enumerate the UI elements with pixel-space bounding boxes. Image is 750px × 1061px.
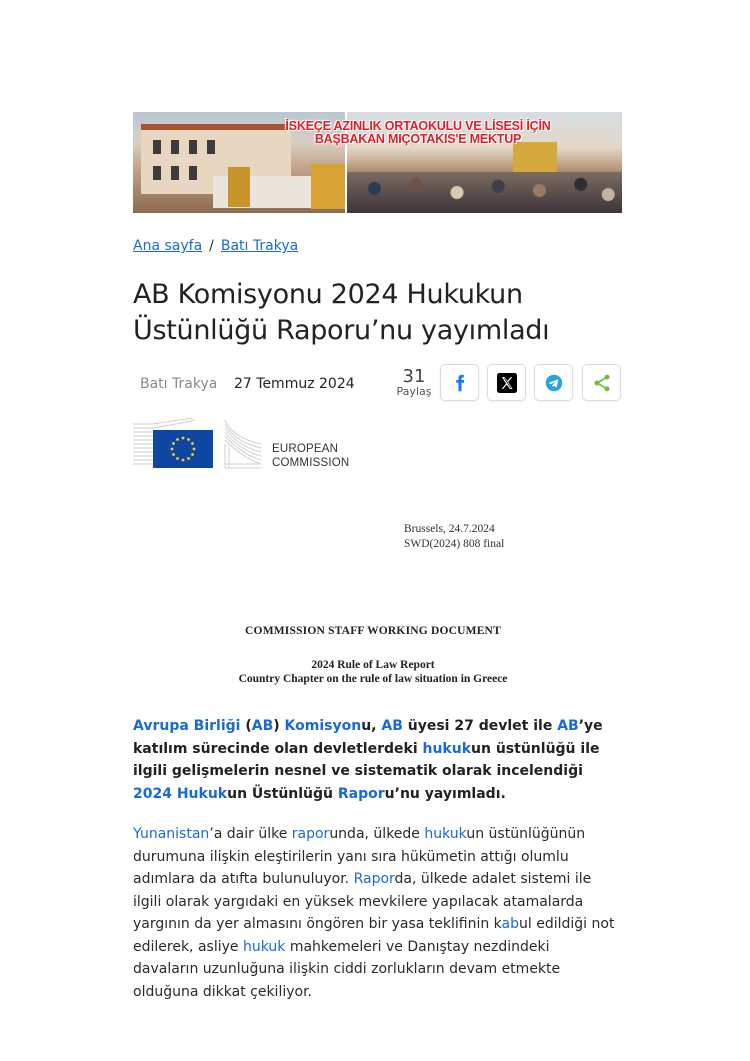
document-title <box>133 658 613 686</box>
ec-logo-text-line1: EUROPEAN <box>272 443 339 455</box>
paragraph-text: u’nu yayımladı. <box>384 785 506 802</box>
paragraph-text: un üstünlüğü ile ilgili gelişmelerin nesnel ve sistematik olarak incelendiği <box>133 740 600 779</box>
inline-tag-link[interactable]: Rapor <box>353 871 395 887</box>
breadcrumb <box>133 238 298 254</box>
document-place-date: Brussels, 24.7.2024 <box>404 523 495 535</box>
article-banner-image[interactable] <box>133 112 622 213</box>
article-lead-paragraph <box>133 715 618 805</box>
ec-logo-text-line2: COMMISSION <box>272 457 350 469</box>
inline-tag-link[interactable]: 2024 Hukuk <box>133 785 228 802</box>
paragraph-text: mahkemeleri ve Danıştay nezdindeki davaların uzunluğuna ilişkin ciddi zorlukların devam etmekte olduğuna dikkat çekiliyor. <box>133 938 561 1000</box>
document-title-line2: Country Chapter on the rule of law situation in Greece <box>238 673 508 685</box>
breadcrumb-category-link[interactable]: Batı Trakya <box>220 238 299 254</box>
inline-tag-link[interactable]: AB <box>557 718 579 734</box>
paragraph-text: üyesi 27 devlet ile <box>402 718 558 734</box>
inline-tag-link[interactable]: Komisyon <box>284 718 362 734</box>
document-number: SWD(2024) 808 final <box>404 538 505 550</box>
inline-tag-link[interactable]: AB <box>251 718 274 734</box>
share-count <box>392 368 436 398</box>
article-title-line2: Üstünlüğü Raporu’nu yayımladı <box>133 315 550 346</box>
share-telegram-button[interactable] <box>534 364 573 401</box>
banner-headline <box>283 120 553 146</box>
inline-tag-link[interactable]: hukuk <box>424 826 467 842</box>
share-facebook-button[interactable] <box>440 364 479 401</box>
breadcrumb-separator: / <box>209 238 214 254</box>
inline-tag-link[interactable]: Avrupa Birliği <box>133 718 241 734</box>
inline-tag-link[interactable]: Rapor <box>337 785 385 802</box>
paragraph-text: ’ye katılım sürecinde olan devletlerdeki <box>133 718 603 757</box>
paragraph-text: ul edildiği not edilerek, asliye <box>133 916 615 955</box>
paragraph-text: unda, ülkede <box>329 826 425 842</box>
paragraph-text: ’a dair ülke <box>209 826 292 842</box>
inline-tag-link[interactable]: AB <box>381 718 403 734</box>
document-reference <box>404 522 504 552</box>
share-count-label: Paylaş <box>396 385 432 398</box>
share-icon <box>592 373 612 393</box>
inline-tag-link[interactable]: Yunanistan <box>133 826 210 842</box>
article-title-line1: AB Komisyonu 2024 Hukukun <box>133 279 523 310</box>
inline-tag-link[interactable]: ab <box>501 916 520 932</box>
document-title-line1: 2024 Rule of Law Report <box>311 659 435 671</box>
paragraph-text: da, ülkede adalet sistemi ile ilgili olarak yargıdaki en yüksek mevkilere yapılacak atamalarda yargının da yer almasını öngören bir yasa teklifinin k <box>133 871 592 932</box>
ec-logo-graphic <box>133 418 263 470</box>
share-x-button[interactable] <box>487 364 526 401</box>
share-more-button[interactable] <box>582 364 621 401</box>
inline-tag-link[interactable]: hukuk <box>422 740 472 757</box>
inline-tag-link[interactable]: rapor <box>291 826 330 842</box>
article-date: 27 Temmuz 2024 <box>234 376 355 392</box>
facebook-icon <box>451 374 469 392</box>
paragraph-text: un üstünlüğünün durumuna ilişkin eleştirilerin yanı sıra hükümetin attığı olumlu adımlara da atıfta bulunuluyor. <box>133 826 586 887</box>
european-commission-logo <box>133 418 263 470</box>
breadcrumb-home-link[interactable]: Ana sayfa <box>133 238 203 254</box>
document-type: COMMISSION STAFF WORKING DOCUMENT <box>245 625 501 637</box>
article-title <box>133 277 613 349</box>
ec-logo-text <box>272 442 349 470</box>
paragraph-text: u, <box>361 718 382 734</box>
banner-headline-line2: BAŞBAKAN MIÇOTAKIS'E MEKTUP <box>314 132 522 146</box>
paragraph-text: ( <box>240 718 252 734</box>
telegram-icon <box>545 374 563 392</box>
article-category-link[interactable]: Batı Trakya <box>140 376 218 392</box>
x-twitter-icon <box>497 373 517 393</box>
banner-headline-line1: İSKEÇE AZINLIK ORTAOKULU VE LİSESİ İÇİN <box>285 119 551 133</box>
article-body-paragraph <box>133 823 618 1003</box>
eu-flag <box>153 430 213 468</box>
inline-tag-link[interactable]: hukuk <box>242 938 286 955</box>
paragraph-text: ) <box>273 718 285 734</box>
paragraph-text: un Üstünlüğü <box>227 785 338 802</box>
share-count-number: 31 <box>402 366 426 387</box>
